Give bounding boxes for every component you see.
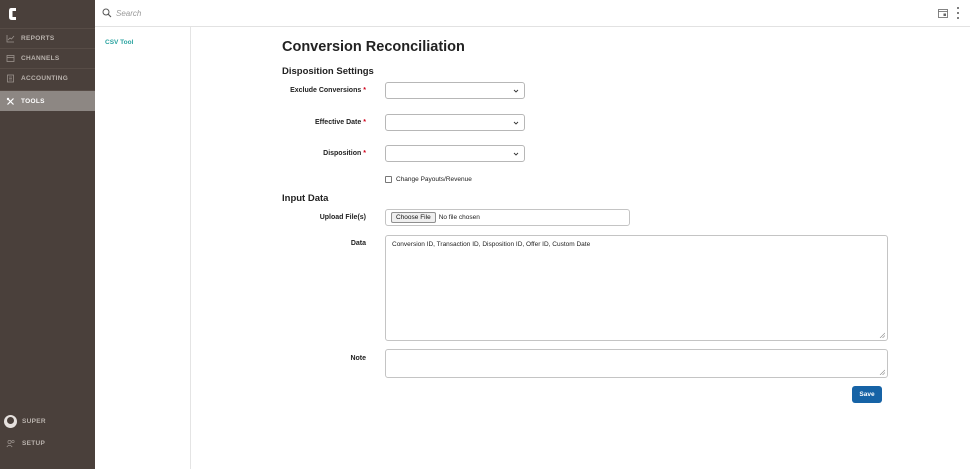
exclude-conversions-select[interactable]	[385, 82, 525, 99]
nav-item-label: CHANNELS	[21, 55, 60, 62]
section-title-disposition-settings: Disposition Settings	[282, 66, 374, 77]
label-text: Effective Date	[314, 119, 362, 126]
nav-item-label: TOOLS	[21, 97, 45, 105]
effective-date-select[interactable]	[385, 114, 525, 131]
exclude-conversions-label	[191, 87, 366, 94]
top-bar	[95, 0, 970, 27]
page-title: Conversion Reconciliation	[282, 39, 465, 55]
nav-bottom	[0, 410, 95, 454]
nav-item-label: ACCOUNTING	[21, 75, 69, 82]
label-text: Exclude Conversions	[290, 87, 362, 94]
ledger-icon	[6, 74, 15, 83]
nav-item-setup[interactable]	[0, 432, 95, 454]
required-mark: *	[363, 87, 366, 94]
required-mark: *	[363, 150, 366, 157]
no-file-text: No file chosen	[438, 214, 480, 221]
chart-icon	[6, 34, 15, 43]
disposition-select[interactable]	[385, 145, 525, 162]
change-payouts-row	[385, 176, 472, 183]
nav-item-reports[interactable]	[0, 28, 95, 48]
search-icon	[102, 8, 112, 18]
logo-icon	[8, 7, 18, 21]
left-navigation	[0, 0, 95, 469]
data-label: Data	[350, 240, 366, 247]
disposition-label	[191, 150, 366, 157]
tools-icon	[6, 97, 15, 106]
choose-file-button[interactable]: Choose File	[391, 212, 436, 223]
logo-area[interactable]	[0, 0, 95, 28]
label-text: Disposition	[323, 150, 362, 157]
required-mark: *	[363, 119, 366, 126]
save-button[interactable]: Save	[852, 386, 882, 403]
search-input[interactable]	[116, 6, 416, 21]
main-content	[191, 27, 970, 469]
data-textarea[interactable]	[385, 235, 888, 341]
calendar-window-icon[interactable]	[938, 9, 948, 18]
avatar	[4, 415, 17, 428]
nav-item-label: SETUP	[22, 439, 46, 447]
nav-item-label: SUPER	[22, 417, 46, 425]
data-textarea-value: Conversion ID, Transaction ID, Disposition ID, Offer ID, Custom Date	[392, 241, 591, 248]
channels-icon	[6, 54, 15, 63]
nav-item-tools[interactable]	[0, 90, 95, 111]
nav-item-channels[interactable]	[0, 48, 95, 68]
users-icon	[4, 439, 17, 448]
sub-navigation	[95, 27, 191, 469]
more-options-icon[interactable]	[956, 7, 960, 19]
change-payouts-checkbox[interactable]	[385, 176, 392, 183]
resize-handle-icon[interactable]	[879, 369, 885, 375]
change-payouts-label[interactable]: Change Payouts/Revenue	[396, 176, 472, 183]
file-upload-field[interactable]	[385, 209, 630, 226]
resize-handle-icon[interactable]	[879, 332, 885, 338]
effective-date-label	[191, 119, 366, 126]
section-title-input-data: Input Data	[282, 193, 329, 204]
chevron-down-icon	[513, 120, 519, 126]
nav-item-super[interactable]	[0, 410, 95, 432]
note-textarea[interactable]	[385, 349, 888, 378]
subnav-item-csv-tool[interactable]: CSV Tool	[105, 39, 134, 46]
note-label: Note	[350, 355, 366, 362]
nav-item-label: REPORTS	[21, 35, 55, 42]
chevron-down-icon	[513, 88, 519, 94]
chevron-down-icon	[513, 151, 519, 157]
nav-item-accounting[interactable]	[0, 68, 95, 88]
upload-files-label: Upload File(s)	[319, 214, 366, 221]
